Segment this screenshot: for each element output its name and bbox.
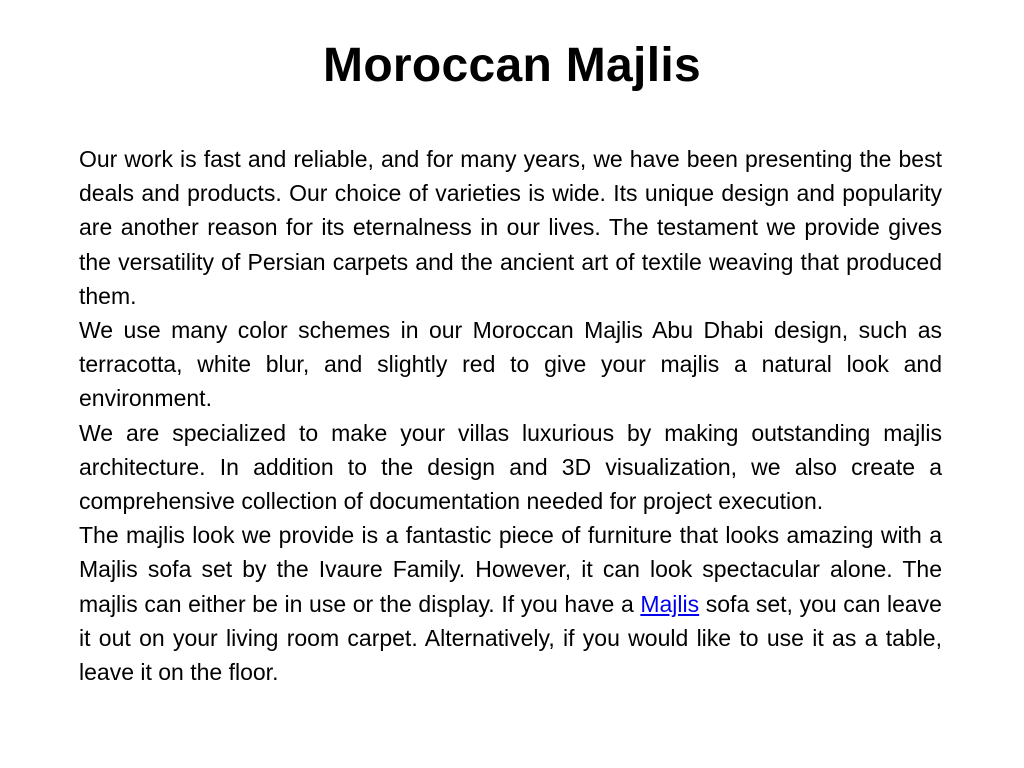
paragraph-majlis-look (79, 518, 942, 689)
slide-body (79, 142, 942, 689)
slide-title: Moroccan Majlis (323, 39, 701, 92)
paragraph-intro: Our work is fast and reliable, and for many years, we have been presenting the best deals and products. Our choice of varieties is wide. Its unique design and popularity are another reason for its eternalness in our lives. The testament we provide gives the versatility of Persian carpets and the ancient art of textile weaving that produced them. (79, 146, 942, 309)
paragraph-majlis-look-before-link: The majlis look we provide is a fantastic piece of furniture that looks amazing with a Majlis sofa set by the Ivaure Family. However, it can look spectacular alone. The majlis can either be in use or the display. If you have a (79, 522, 942, 617)
paragraph-color-schemes: We use many color schemes in our Moroccan Majlis Abu Dhabi design, such as terracotta, white blur, and slightly red to give your majlis a natural look and environment. (79, 317, 942, 412)
majlis-link[interactable]: Majlis (640, 590, 700, 617)
paragraph-majlis-look-after-link: sofa set, you can leave it out on your living room carpet. Alternatively, if you would like to use it as a table, leave it on the floor. (79, 590, 942, 686)
paragraph-architecture: We are specialized to make your villas luxurious by making outstanding majlis architecture. In addition to the design and 3D visualization, we also create a comprehensive collection of documentation needed for project execution. (79, 419, 942, 515)
